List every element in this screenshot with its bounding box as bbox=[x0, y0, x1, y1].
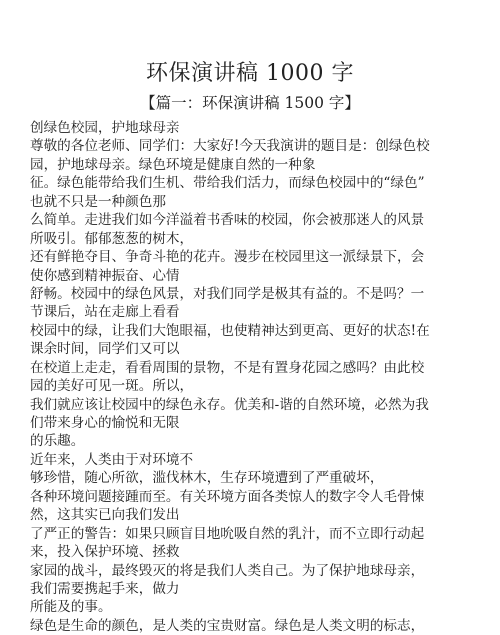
body-line: 们带来身心的愉悦和无限 bbox=[30, 415, 180, 431]
body-line: 了严正的警告：如果只顾盲目地吮吸自然的乳汁，而不立即行动起 bbox=[30, 525, 425, 542]
body-line: 课余时间，同学们又可以 bbox=[30, 341, 180, 358]
body-line: 所能及的事。 bbox=[30, 599, 112, 616]
body-line: 园，护地球母亲。绿色环境是健康自然的一种象 bbox=[30, 156, 316, 173]
body-line: 来，投入保护环境、拯救 bbox=[30, 544, 180, 561]
document-body bbox=[30, 119, 475, 635]
body-line: 然，这其实已向我们发出 bbox=[30, 507, 180, 524]
body-line: 所吸引。郁郁葱葱的树木， bbox=[30, 230, 194, 247]
body-line: 近年来，人类由于对环境不 bbox=[30, 451, 194, 468]
body-line: 还有鲜艳夺目、争奇斗艳的花卉。漫步在校园里这一派绿景下，会 bbox=[30, 249, 425, 266]
body-line: 使你感到精神振奋、心情 bbox=[30, 267, 180, 284]
body-line: 够珍惜，随心所欲，滥伐林木，生存环境遭到了严重破坏， bbox=[30, 470, 384, 487]
body-line: 也就不只是一种颜色那 bbox=[30, 193, 166, 210]
body-line: 创绿色校园，护地球母亲 bbox=[30, 120, 180, 136]
body-line: 节课后，站在走廊上看看 bbox=[30, 304, 180, 321]
document-subtitle: 【篇一：环保演讲稿 1500 字】 bbox=[140, 94, 360, 112]
body-line: 我们需要携起手来，做力 bbox=[30, 580, 180, 597]
body-line: 各种环境问题接踵而至。有关环境方面各类惊人的数字令人毛骨悚 bbox=[30, 488, 425, 505]
body-line: 我们就应该让校园中的绿色永存。优美和-谐的自然环境，必然为我 bbox=[30, 396, 429, 413]
body-line: 校园中的绿，让我们大饱眼福，也使精神达到更高、更好的状态!在 bbox=[30, 322, 430, 339]
body-line: 绿色是生命的颜色，是人类的宝贵财富。绿色是人类文明的标志， bbox=[30, 617, 425, 634]
body-line: 在校道上走走，看看周围的景物，不是有置身花园之感吗？由此校 bbox=[30, 359, 425, 376]
document-title: 环保演讲稿 1000 字 bbox=[146, 61, 354, 86]
body-line: 么简单。走进我们如今洋溢着书香味的校园，你会被那迷人的风景 bbox=[30, 212, 425, 229]
body-line: 园的美好可见一斑。所以， bbox=[30, 378, 194, 395]
body-line: 的乐趣。 bbox=[30, 433, 85, 450]
body-line: 征。绿色能带给我们生机、带给我们活力，而绿色校园中的“绿色” bbox=[30, 175, 425, 192]
body-line: 舒畅。校园中的绿色风景，对我们同学是极其有益的。不是吗？一 bbox=[30, 285, 425, 302]
body-line: 家园的战斗，最终毁灭的将是我们人类自己。为了保护地球母亲， bbox=[30, 562, 425, 579]
body-line: 尊敬的各位老师、同学们：大家好!今天我演讲的题目是：创绿色校 bbox=[30, 138, 430, 155]
